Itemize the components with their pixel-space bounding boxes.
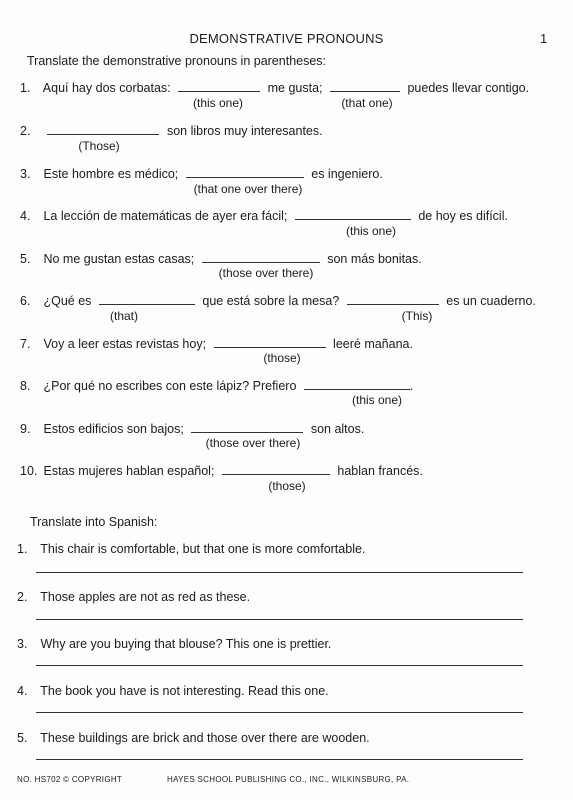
item-text: La lección de matemáticas de ayer era fácil; (43, 209, 288, 223)
hint-label: (those) (268, 479, 306, 493)
item-text: No me gustan estas casas; (43, 252, 195, 266)
hint-label: (those over there) (205, 436, 301, 450)
item-number: 3. (17, 637, 28, 651)
answer-blank[interactable] (304, 378, 410, 390)
item-text: leeré mañana. (333, 337, 413, 351)
hint-label: (this one) (192, 96, 244, 110)
translate-item-3 (17, 637, 331, 651)
item-text: es un cuaderno. (446, 294, 536, 308)
item-text: This chair is comfortable, but that one is more comfortable. (40, 542, 366, 556)
item-number: 1. (20, 81, 31, 95)
answer-line[interactable] (36, 712, 523, 713)
translate-item-5 (17, 731, 370, 745)
item-number: 5. (20, 252, 31, 266)
hint-label: (that one) (341, 96, 393, 110)
answer-blank[interactable] (330, 80, 400, 92)
item-text: Estas mujeres hablan español; (43, 464, 215, 478)
answer-blank[interactable] (222, 463, 330, 475)
page-number: 1 (540, 31, 548, 46)
answer-blank[interactable] (202, 251, 320, 263)
hint-label: (those over there) (218, 266, 314, 280)
item-text: Estos edificios son bajos; (43, 422, 184, 436)
footer-copyright: NO. HS702 © COPYRIGHT (17, 775, 123, 784)
translate-item-4 (17, 684, 329, 698)
page-title: DEMONSTRATIVE PRONOUNS (189, 31, 384, 46)
item-text: Este hombre es médico; (43, 167, 179, 181)
item-text: puedes llevar contigo. (407, 81, 530, 95)
item-text: es ingeniero. (311, 167, 383, 181)
hint-label: (This) (401, 309, 433, 323)
answer-blank[interactable] (186, 166, 304, 178)
item-text: son más bonitas. (327, 252, 422, 266)
exercise-item-8 (20, 378, 413, 394)
exercise-item-4 (20, 208, 508, 224)
hint-label: (that) (109, 309, 139, 323)
hint-label: (those) (263, 351, 301, 365)
item-text: de hoy es difícil. (418, 209, 508, 223)
answer-line[interactable] (36, 619, 523, 620)
answer-blank[interactable] (47, 123, 159, 135)
exercise-item-6 (20, 293, 536, 309)
item-text: The book you have is not interesting. Read this one. (40, 684, 329, 698)
answer-blank[interactable] (178, 80, 260, 92)
item-number: 9. (20, 422, 31, 436)
hint-label: (that one over there) (193, 182, 303, 196)
item-text: me gusta; (267, 81, 323, 95)
exercise-item-3 (20, 166, 383, 182)
item-text: Voy a leer estas revistas hoy; (43, 337, 207, 351)
item-text: son altos. (310, 422, 365, 436)
item-number: 10. (20, 464, 38, 478)
exercise-item-5 (20, 251, 422, 267)
hint-label: (this one) (351, 393, 403, 407)
item-text: ¿Qué es (43, 294, 92, 308)
footer-publisher: HAYES SCHOOL PUBLISHING CO., INC., WILKINSBURG, PA. (167, 775, 410, 784)
answer-blank[interactable] (99, 293, 195, 305)
item-text: These buildings are brick and those over there are wooden. (40, 731, 370, 745)
item-number: 4. (17, 684, 28, 698)
item-number: 7. (20, 337, 31, 351)
item-number: 2. (17, 590, 28, 604)
exercise-item-2 (20, 123, 323, 139)
item-text: Those apples are not as red as these. (40, 590, 251, 604)
item-text: son libros muy interesantes. (166, 124, 323, 138)
item-text: que está sobre la mesa? (202, 294, 340, 308)
exercise-item-1 (20, 80, 529, 96)
answer-blank[interactable] (191, 421, 303, 433)
answer-blank[interactable] (214, 336, 326, 348)
item-number: 1. (17, 542, 28, 556)
item-number: 5. (17, 731, 28, 745)
item-number: 3. (20, 167, 31, 181)
item-number: 2. (20, 124, 31, 138)
section1-instruction: Translate the demonstrative pronouns in parentheses: (27, 54, 327, 68)
answer-blank[interactable] (295, 208, 411, 220)
exercise-item-7 (20, 336, 413, 352)
answer-blank[interactable] (347, 293, 439, 305)
answer-line[interactable] (36, 759, 523, 760)
hint-label: (Those) (78, 139, 120, 153)
item-number: 6. (20, 294, 31, 308)
item-text: Why are you buying that blouse? This one is prettier. (40, 637, 332, 651)
exercise-item-10 (20, 463, 423, 479)
item-text: . (409, 379, 414, 393)
item-number: 8. (20, 379, 31, 393)
translate-item-1 (17, 542, 365, 556)
translate-item-2 (17, 590, 250, 604)
section2-instruction: Translate into Spanish: (30, 515, 158, 529)
hint-label: (this one) (345, 224, 397, 238)
item-text: ¿Por qué no escribes con este lápiz? Prefiero (43, 379, 297, 393)
answer-line[interactable] (36, 572, 523, 573)
item-text: Aquí hay dos corbatas: (42, 81, 171, 95)
answer-line[interactable] (36, 665, 523, 666)
item-text: hablan francés. (337, 464, 423, 478)
item-number: 4. (20, 209, 31, 223)
exercise-item-9 (20, 421, 364, 437)
